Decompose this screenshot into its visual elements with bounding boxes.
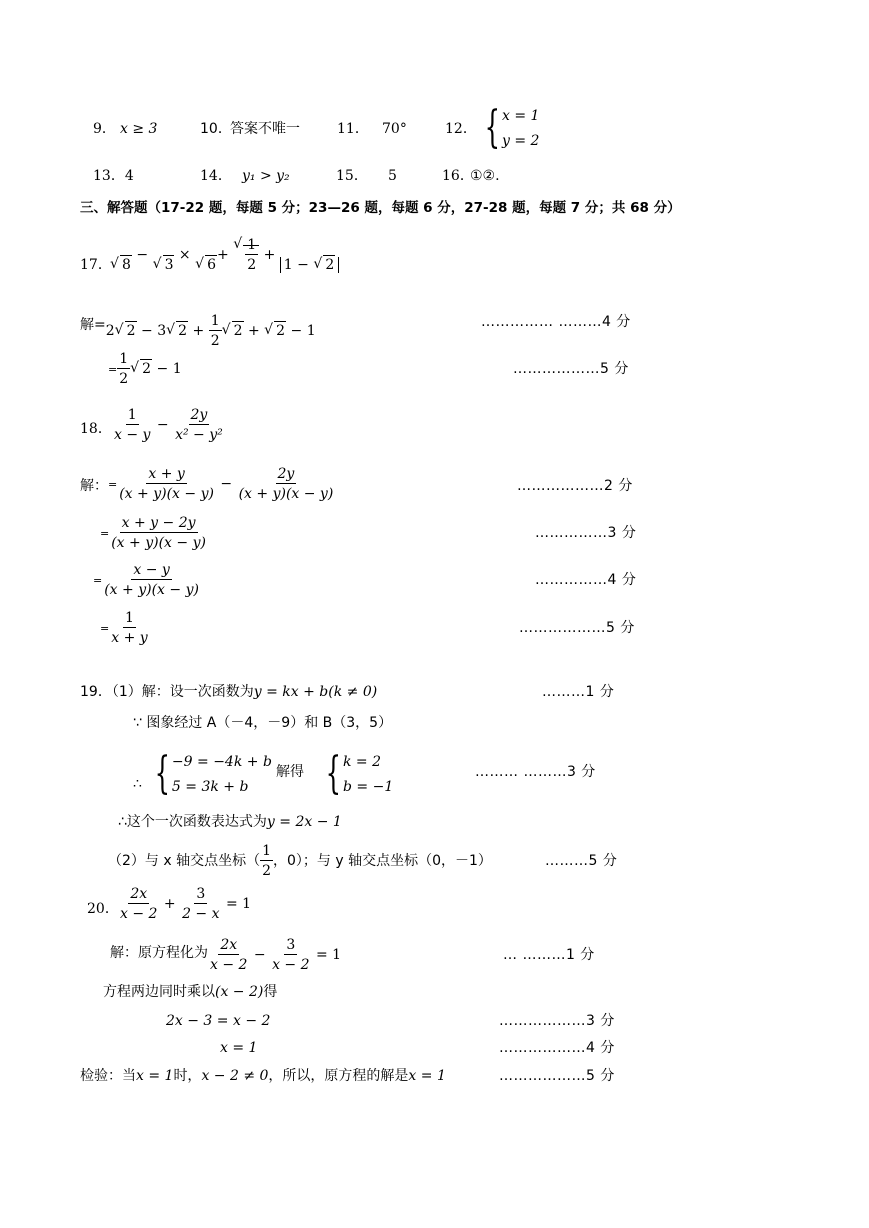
q15-answer: 5 xyxy=(388,168,397,184)
q16-answer: ①②. xyxy=(470,168,500,184)
q19-line5-score: ………5 分 xyxy=(545,853,618,869)
q19-line4-text: ∴这个一次函数表达式为 xyxy=(118,814,267,830)
q20-eq1-score: ………………3 分 xyxy=(499,1013,615,1029)
section-heading: 三、解答题（17-22 题，每题 5 分；23—26 题，每题 6 分，27-28 题，每题 7 分；共 68 分） xyxy=(80,200,681,216)
q14-number: 14． xyxy=(200,168,232,184)
q20-line2 xyxy=(103,985,277,999)
q12-row2: y = 2 xyxy=(502,132,540,149)
q11-number: 11． xyxy=(337,121,369,137)
q20-check xyxy=(80,1069,446,1083)
q19-line1-score: ………1 分 xyxy=(542,684,615,700)
q9-number: 9． xyxy=(93,121,116,137)
q12-system: { x = 1 y = 2 xyxy=(484,102,540,153)
q18-step1-score: ………………2 分 xyxy=(517,478,633,494)
q19-sol-row2: b = −1 xyxy=(343,778,394,795)
q18-step3: = $\frac{x - y}{(x + y)(x - y)}$ xyxy=(93,562,199,598)
q19-line1-math: y = kx + b(k ≠ 0) xyxy=(253,684,378,700)
q19-sys-row1: −9 = −4k + b xyxy=(171,753,272,770)
q19-line1-text: 19．（1）解：设一次函数为 xyxy=(80,684,254,700)
q17-step1-score: …………… ………4 分 xyxy=(481,314,631,330)
q20-check-a: 检验：当 xyxy=(80,1068,136,1084)
q18-step2: = $\frac{x + y - 2y}{(x + y)(x - y)}$ xyxy=(100,515,206,551)
q20-number: 20． xyxy=(87,901,119,917)
q18-step4: = $\frac{1}{x + y}$ xyxy=(100,610,148,646)
q20-eq2-score: ………………4 分 xyxy=(499,1040,615,1056)
q20-solution-line1: 解：原方程化为 $\frac{2x}{x - 2}$ − $\frac{3}{x - 2}$ = 1 xyxy=(110,937,342,973)
q19-sol-row1: k = 2 xyxy=(343,753,382,770)
q20-check-f: x = 1 xyxy=(408,1068,446,1084)
q12-number: 12． xyxy=(445,121,477,137)
q20-eq1: 2x − 3 = x − 2 xyxy=(166,1013,271,1029)
q20-check-c: 时， xyxy=(173,1068,202,1084)
q13-answer: 13．4 xyxy=(93,168,134,184)
q20-line2-tail: 得 xyxy=(263,984,278,1000)
q19-line2: ∵ 图象经过 A（－4，－9）和 B（3，5） xyxy=(133,715,393,731)
q18-step3-score: ……………4 分 xyxy=(535,572,637,588)
q19-solve-label: 解得 xyxy=(276,764,304,780)
q18-step2-score: ……………3 分 xyxy=(535,525,637,541)
q20-equation: $\frac{2x}{x - 2}$ + $\frac{3}{2 - x}$ = 1 xyxy=(120,886,252,922)
q19-line1 xyxy=(80,685,377,699)
q20-check-e: ，所以，原方程的解是 xyxy=(268,1068,409,1084)
q20-eq2: x = 1 xyxy=(220,1040,258,1056)
q17-solution-step1: 解=2√ 2 − 3√ 2 + $\frac{1}{2}$ √ 2 + √ 2 − 1 xyxy=(80,308,316,342)
q19-line4 xyxy=(118,815,342,829)
q17-step2-score: ………………5 分 xyxy=(513,361,629,377)
q17-expression: √ 8 − √ 3 × √ 6+ √ $\frac{1}{2}$ + 1 − √ 2 xyxy=(110,238,339,272)
q19-line5-b: ，0）；与 y 轴交点坐标（0，－1） xyxy=(273,853,492,869)
q20-check-b: x = 1 xyxy=(136,1068,174,1084)
q19-system-score: ……… ………3 分 xyxy=(475,764,596,780)
q19-line4-math: y = 2x − 1 xyxy=(266,814,342,830)
q15-number: 15． xyxy=(336,168,368,184)
q19-solution-system: { k = 2 b = −1 xyxy=(325,748,394,799)
q18-number: 18． xyxy=(80,421,112,437)
q18-step1: = $\frac{x + y}{(x + y)(x - y)}$ − $\frac{2y}{(x + y)(x - y)}$ xyxy=(108,466,334,502)
q18-step4-score: ………………5 分 xyxy=(519,620,635,636)
q20-check-score: ………………5 分 xyxy=(499,1068,615,1084)
q12-row1: x = 1 xyxy=(502,107,540,124)
q11-answer: 70° xyxy=(382,121,407,137)
q10-number: 10． xyxy=(200,121,232,137)
q19-line5: （2）与 x 轴交点坐标（ $\frac{1}{2}$ ，0）；与 y 轴交点坐标（0，－1） xyxy=(108,843,492,879)
q19-sys-row2: 5 = 3k + b xyxy=(171,778,249,795)
q17-number: 17． xyxy=(80,257,112,273)
q16-number: 16． xyxy=(442,168,474,184)
q18-sol-prefix: 解： xyxy=(80,478,108,494)
q20-line2-math: (x − 2) xyxy=(215,984,264,1000)
q20-check-d: x − 2 ≠ 0 xyxy=(201,1068,269,1084)
q19-system: ∴ { −9 = −4k + b 5 = 3k + b xyxy=(133,748,272,799)
q17-sol-prefix: 解= xyxy=(80,317,106,333)
q18-expression: $\frac{1}{x - y}$ − $\frac{2y}{\text{x² − y²}}$ xyxy=(114,407,223,443)
q9-answer: x ≥ 3 xyxy=(120,121,158,137)
q20-line2-text: 方程两边同时乘以 xyxy=(103,984,215,1000)
q10-answer: 答案不唯一 xyxy=(230,121,300,137)
q19-line5-a: （2）与 x 轴交点坐标（ xyxy=(108,853,261,869)
q20-line1-score: … ………1 分 xyxy=(503,947,595,963)
q17-solution-step2: = $\frac{1}{2}$ √ 2 − 1 xyxy=(108,352,182,386)
q14-answer: y₁ > y₂ xyxy=(242,168,290,184)
q20-sol-label: 解：原方程化为 xyxy=(110,945,208,961)
